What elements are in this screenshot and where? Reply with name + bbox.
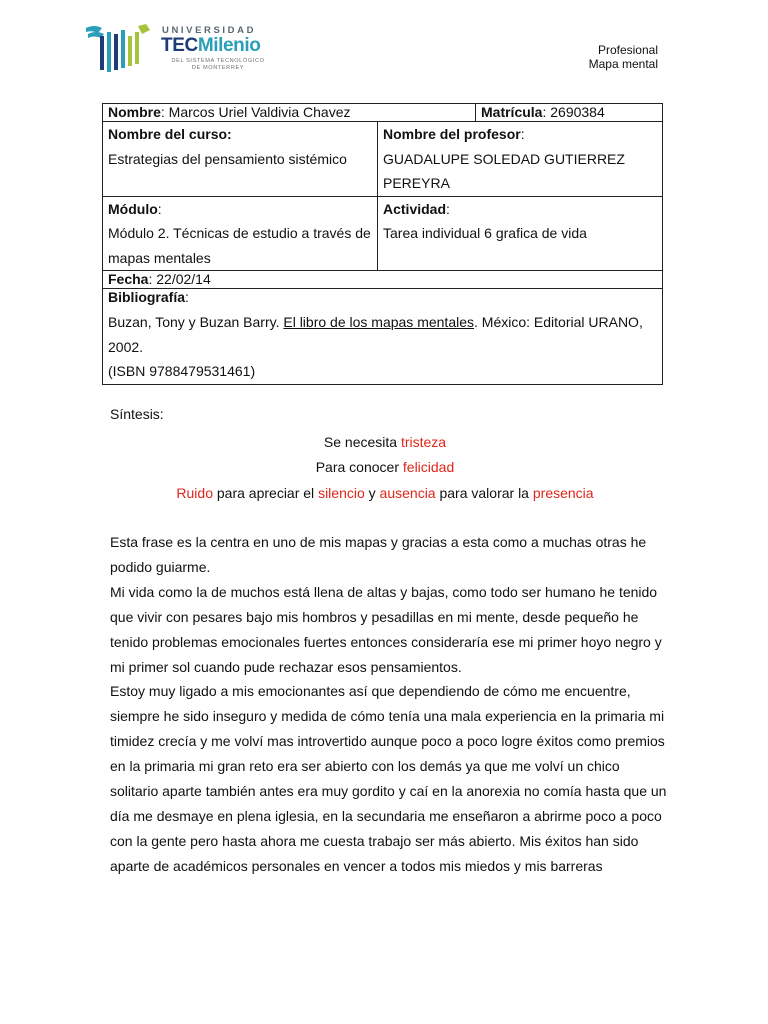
nombre-cell [103, 104, 476, 122]
biblio-title: El libro de los mapas mentales [283, 314, 475, 330]
poem-highlight: silencio [318, 485, 365, 501]
poem-text: Para conocer [315, 459, 403, 475]
document-header [589, 43, 658, 71]
curso-value: Estrategias del pensamiento sistémico [108, 150, 347, 167]
poem-line-1 [100, 434, 670, 450]
table-row [103, 122, 663, 197]
modulo-colon: : [157, 200, 162, 217]
profesor-value: GUADALUPE SOLEDAD GUTIERREZ PEREYRA [383, 150, 625, 191]
logo-milenio: Milenio [197, 35, 261, 56]
profesor-label: Nombre del profesor [383, 126, 521, 142]
paragraph: Mi vida como la de muchos está llena de altas y bajas, como todo ser humano he tenido que vivir con pesares bajo mis hombros y pesadillas en mi mente, desde pequeño he tenido problemas emocionales fuertes entonces consideraría ese mi primer hoyo negro y mi primer sol cuando pude rechazar esos pensamientos. [110, 583, 662, 675]
essay-body [110, 530, 670, 879]
logo-tecmilenio-text [161, 35, 260, 57]
modulo-value-b: . Técnicas de estudio a través de mapas mentales [108, 225, 371, 266]
nombre-label: Nombre [108, 104, 161, 120]
actividad-label: Actividad [383, 200, 447, 217]
profesor-colon: : [520, 126, 525, 142]
bibliografia-colon: : [185, 289, 189, 305]
paragraph: Esta frase es la centra en uno de mis mapas y gracias a esta como a muchas otras he podido guiarme. [110, 534, 647, 575]
table-row [103, 104, 663, 122]
header-line1: Profesional [597, 43, 658, 57]
table-row [103, 196, 663, 271]
poem-highlight: felicidad [402, 459, 455, 475]
actividad-cell [378, 196, 663, 271]
curso-cell [103, 122, 378, 197]
fecha-value: : 22/02/14 [148, 271, 211, 287]
bibliografia-label: Bibliografía [108, 289, 186, 305]
matricula-value: : 2690384 [542, 104, 605, 120]
sintesis-heading: Síntesis: [110, 406, 164, 422]
poem-line-2 [100, 459, 670, 475]
tecmilenio-logo-mark-icon [84, 22, 154, 76]
biblio-authors: Buzan, Tony y Buzan Barry. [108, 314, 284, 330]
profesor-cell [378, 122, 663, 197]
logo-subtitle [163, 58, 273, 72]
biblio-isbn: (ISBN 9788479531461) [108, 363, 256, 379]
bibliografia-cell [103, 289, 663, 385]
poem-text: Se necesita [323, 434, 401, 450]
table-row [103, 289, 663, 385]
header-line2: Mapa mental [588, 57, 658, 71]
poem-line-3 [100, 485, 670, 501]
modulo-value-a: Módulo 2 [108, 225, 166, 241]
actividad-value: Tarea individual 6 grafica de vida [383, 225, 587, 241]
logo-sub-line2: DE MONTERREY [191, 65, 245, 71]
fecha-cell [103, 271, 663, 289]
modulo-label: Módulo [108, 200, 158, 217]
poem-highlight: presencia [532, 485, 594, 501]
poem-highlight: ausencia [379, 485, 436, 501]
matricula-cell [476, 104, 663, 122]
poem-text: para valorar la [435, 485, 533, 501]
fecha-label: Fecha [108, 271, 149, 287]
modulo-cell [103, 196, 378, 271]
university-logo [84, 20, 274, 78]
student-info-table [102, 103, 663, 385]
poem-text: y [364, 485, 380, 501]
poem-highlight: Ruido [176, 485, 213, 501]
logo-sub-line1: DEL SISTEMA TECNOLÓGICO [171, 58, 265, 64]
poem-text: para apreciar el [213, 485, 319, 501]
paragraph: Estoy muy ligado a mis emocionantes así que dependiendo de cómo me encuentre, siempre he sido inseguro y medida de cómo tenía una mala experiencia en la primaria mi timidez crecía y me volví mas introvertido aunque poco a poco logre éxitos como premios en la primaria mi gran reto era ser abierto con los demás ya que me volví un chico solitario aparte también antes era muy gordito y caí en la anorexia no comía hasta que un día me desmaye en plena iglesia, en la secundaria me enseñaron a abrirme poco a poco con la gente pero hasta ahora me cuesta trabajo ser más abierto. Mis éxitos han sido aparte de académicos personales en vencer a todos mis miedos y mis barreras [110, 683, 667, 874]
table-row [103, 271, 663, 289]
logo-universidad-text: UNIVERSIDAD [162, 25, 257, 36]
nombre-value: : Marcos Uriel Valdivia Chavez [160, 104, 351, 120]
actividad-colon: : [446, 200, 450, 217]
biblio-publisher: . México: Editorial URANO, 2002. [108, 314, 643, 355]
poem-highlight: tristeza [400, 434, 447, 450]
matricula-label: Matrícula [481, 104, 543, 120]
logo-tec: TEC [161, 35, 198, 56]
curso-label: Nombre del curso: [108, 126, 232, 142]
